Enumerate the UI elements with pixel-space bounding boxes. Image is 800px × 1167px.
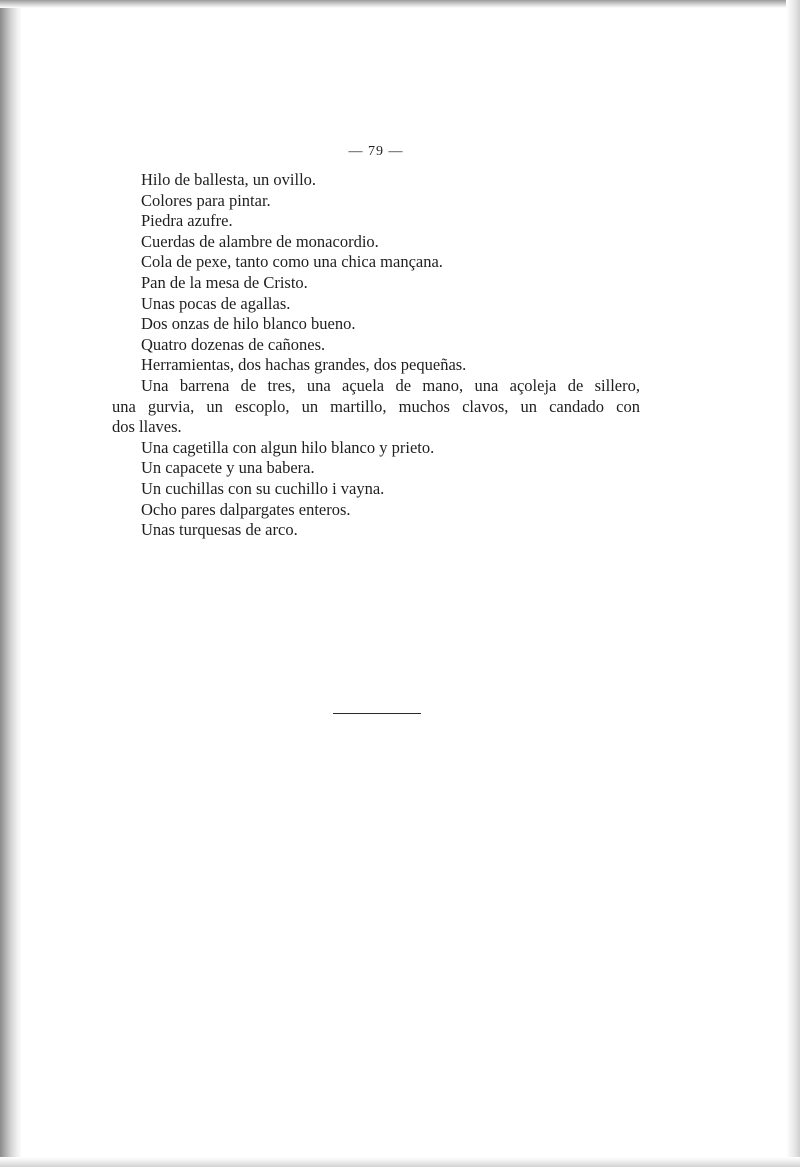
- scan-edge-top: [0, 0, 800, 8]
- list-item: Quatro dozenas de cañones.: [141, 334, 326, 354]
- list-item: Cuerdas de alambre de monacordio.: [141, 231, 379, 251]
- list-item: Dos onzas de hilo blanco bueno.: [141, 314, 356, 334]
- list-item: Un cuchillas con su cuchillo i vayna.: [141, 478, 385, 498]
- list-item: Una cagetilla con algun hilo blanco y prieto.: [141, 437, 435, 457]
- list-item: Ocho pares dalpargates enteros.: [141, 499, 351, 519]
- list-item: Piedra azufre.: [141, 211, 233, 231]
- list-item: Cola de pexe, tanto como una chica mançana.: [141, 252, 443, 272]
- page-number: — 79 —: [348, 144, 404, 159]
- list-item-continuation: una gurvia, un escoplo, un martillo, muchos clavos, un candado con: [112, 396, 640, 416]
- list-item: Pan de la mesa de Cristo.: [141, 272, 308, 292]
- section-end-rule: [333, 713, 421, 714]
- scan-edge-left: [0, 0, 22, 1167]
- list-item-continuation: dos llaves.: [112, 417, 182, 437]
- scan-edge-bottom: [0, 1157, 800, 1167]
- list-item: Un capacete y una babera.: [141, 458, 315, 478]
- list-item: Unas turquesas de arco.: [141, 520, 298, 540]
- list-item: Unas pocas de agallas.: [141, 293, 291, 313]
- scan-edge-right: [786, 0, 800, 1167]
- list-item: Herramientas, dos hachas grandes, dos pequeñas.: [141, 355, 467, 375]
- list-item: Una barrena de tres, una açuela de mano, una açoleja de sillero,: [141, 375, 640, 395]
- list-item: Colores para pintar.: [141, 190, 271, 210]
- list-item: Hilo de ballesta, un ovillo.: [141, 170, 317, 189]
- inventory-list: [112, 170, 640, 541]
